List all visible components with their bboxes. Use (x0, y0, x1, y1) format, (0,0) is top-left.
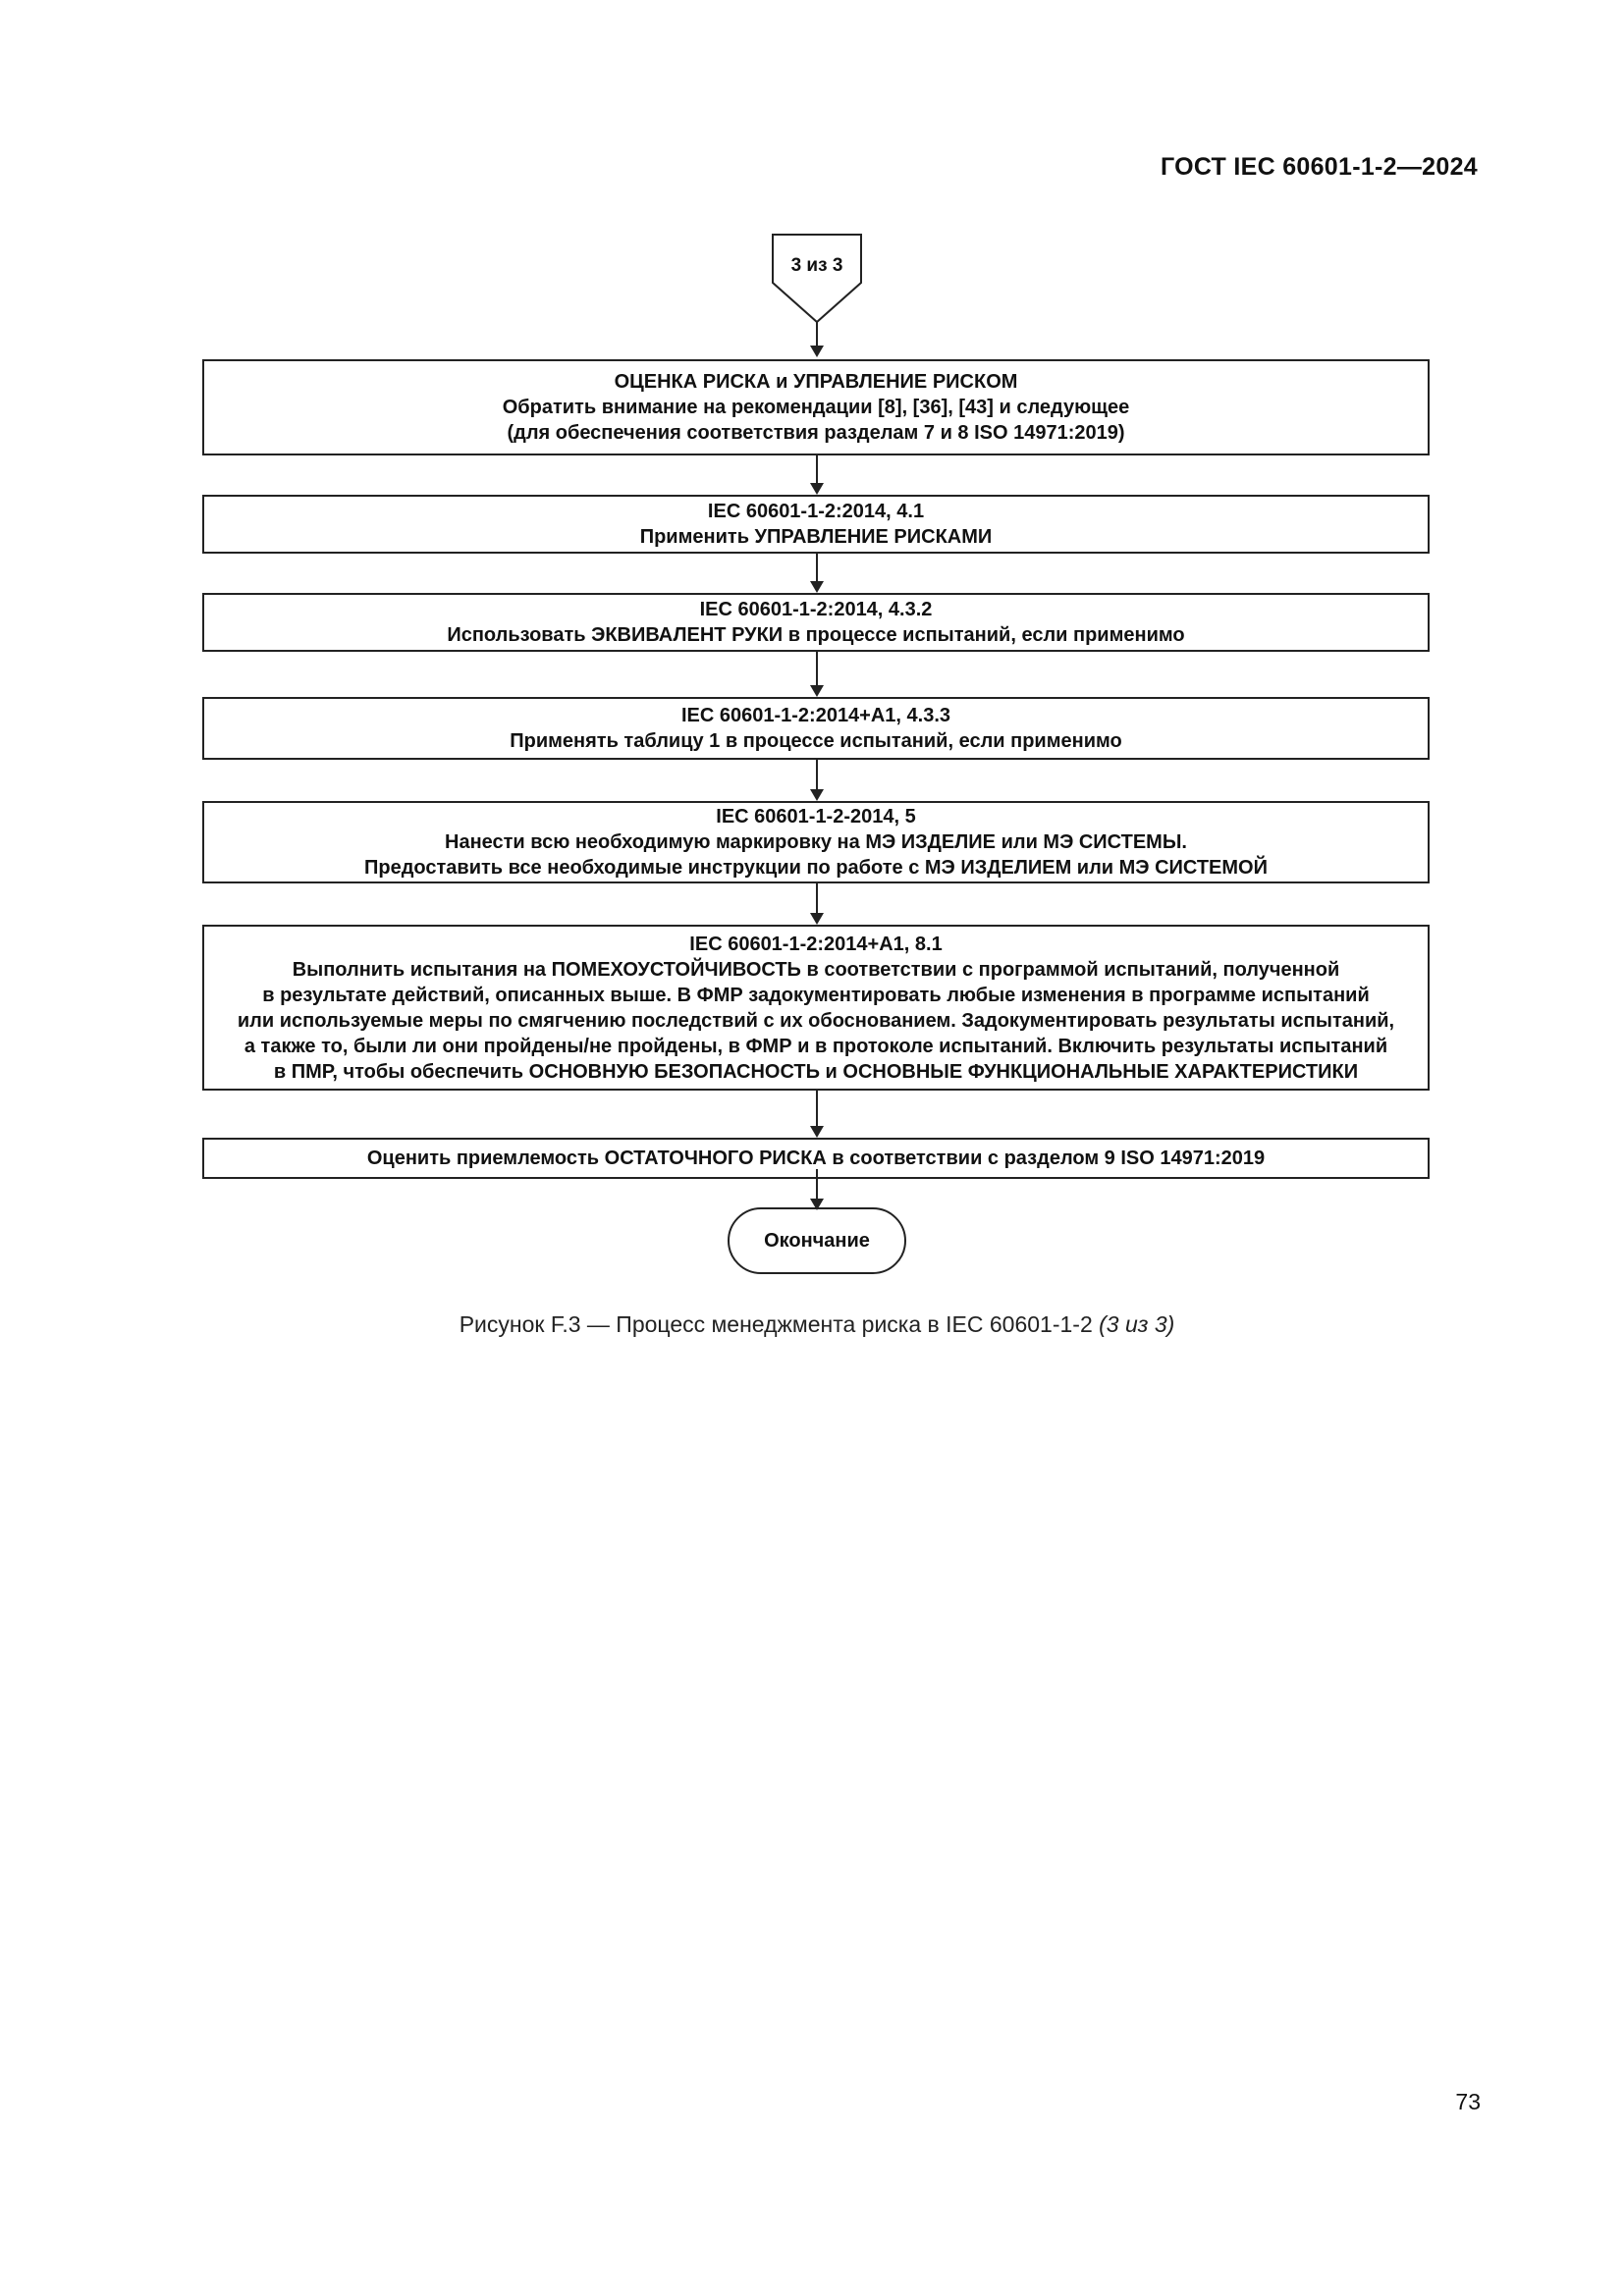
box-text-line: Применить УПРАВЛЕНИЕ РИСКАМИ (639, 526, 993, 548)
end-terminator: Окончание (728, 1207, 906, 1274)
offpage-connector (772, 234, 862, 324)
arrow-head (810, 913, 824, 925)
offpage-connector-label: 3 из 3 (790, 255, 843, 276)
box-text-line: Выполнить испытания на ПОМЕХОУСТОЙЧИВОСТЬ в соответствии с программой испытаний, полученной (292, 958, 1340, 981)
box-text-line: в ПМР, чтобы обеспечить ОСНОВНУЮ БЕЗОПАСНОСТЬ и ОСНОВНЫЕ ФУНКЦИОНАЛЬНЫЕ ХАРАКТЕРИСТИКИ (273, 1060, 1359, 1083)
box-text-line: (для обеспечения соответствия разделам 7 и 8 ISO 14971:2019) (507, 422, 1125, 444)
box-text-line: IEC 60601-1-2:2014+A1, 4.3.3 (680, 705, 951, 726)
box-text-line: Нанести всю необходимую маркировку на МЭ ИЗДЕЛИЕ или МЭ СИСТЕМЫ. (445, 831, 1187, 853)
process-box-immunity-testing (202, 925, 1430, 1091)
box-text-line: в результате действий, описанных выше. В ФМР задокументировать любые изменения в программе испытаний (262, 984, 1370, 1006)
standard-header: ГОСТ IEC 60601-1-2—2024 (1160, 153, 1478, 181)
figure-caption-text: Рисунок F.3 — Процесс менеджмента риска в IEC 60601-1-2 (459, 1311, 1093, 1337)
arrow-head (810, 346, 824, 357)
offpage-connector-shape (772, 234, 862, 324)
box-text-line: IEC 60601-1-2-2014, 5 (716, 806, 916, 828)
box-text-line: Применять таблицу 1 в процессе испытаний, если применимо (510, 730, 1122, 752)
box-text-line: IEC 60601-1-2:2014, 4.3.2 (699, 599, 933, 620)
page-number: 73 (1455, 2089, 1481, 2114)
arrow-head (810, 789, 824, 801)
arrow-head (810, 685, 824, 697)
connector-line (816, 455, 818, 485)
box-text-line: IEC 60601-1-2:2014, 4.1 (707, 501, 925, 522)
arrow-head (810, 483, 824, 495)
box-text-line: ОЦЕНКА РИСКА и УПРАВЛЕНИЕ РИСКОМ (614, 371, 1018, 393)
figure-caption-part: (3 из 3) (1099, 1311, 1175, 1337)
figure-caption (0, 1311, 1624, 1338)
box-text-line: Использовать ЭКВИВАЛЕНТ РУКИ в процессе испытаний, если применимо (447, 624, 1185, 646)
process-box-hand-equivalent (202, 593, 1430, 652)
box-text-line: или используемые меры по смягчению последствий с их обоснованием. Задокументировать результаты испытаний, (237, 1009, 1395, 1032)
connector-line (816, 554, 818, 583)
box-text-line: Предоставить все необходимые инструкции по работе с МЭ ИЗДЕЛИЕМ или МЭ СИСТЕМОЙ (364, 857, 1268, 879)
process-box-apply-risk-management (202, 495, 1430, 554)
process-box-apply-table-1 (202, 697, 1430, 760)
connector-line (816, 652, 818, 689)
box-text-line: Обратить внимание на рекомендации [8], [36], [43] и следующее (502, 397, 1130, 418)
process-box-marking-instructions (202, 801, 1430, 883)
box-text-line: Оценить приемлемость ОСТАТОЧНОГО РИСКА в соответствии с разделом 9 ISO 14971:2019 (366, 1148, 1266, 1169)
process-box-residual-risk (202, 1138, 1430, 1179)
box-text-line: а также то, были ли они пройдены/не пройдены, в ФМР и в протоколе испытаний. Включить результаты испытаний (244, 1035, 1388, 1057)
arrow-head (810, 1126, 824, 1138)
box-text-line: IEC 60601-1-2:2014+A1, 8.1 (689, 933, 943, 955)
arrow-head (810, 581, 824, 593)
process-box-risk-assessment (202, 359, 1430, 455)
